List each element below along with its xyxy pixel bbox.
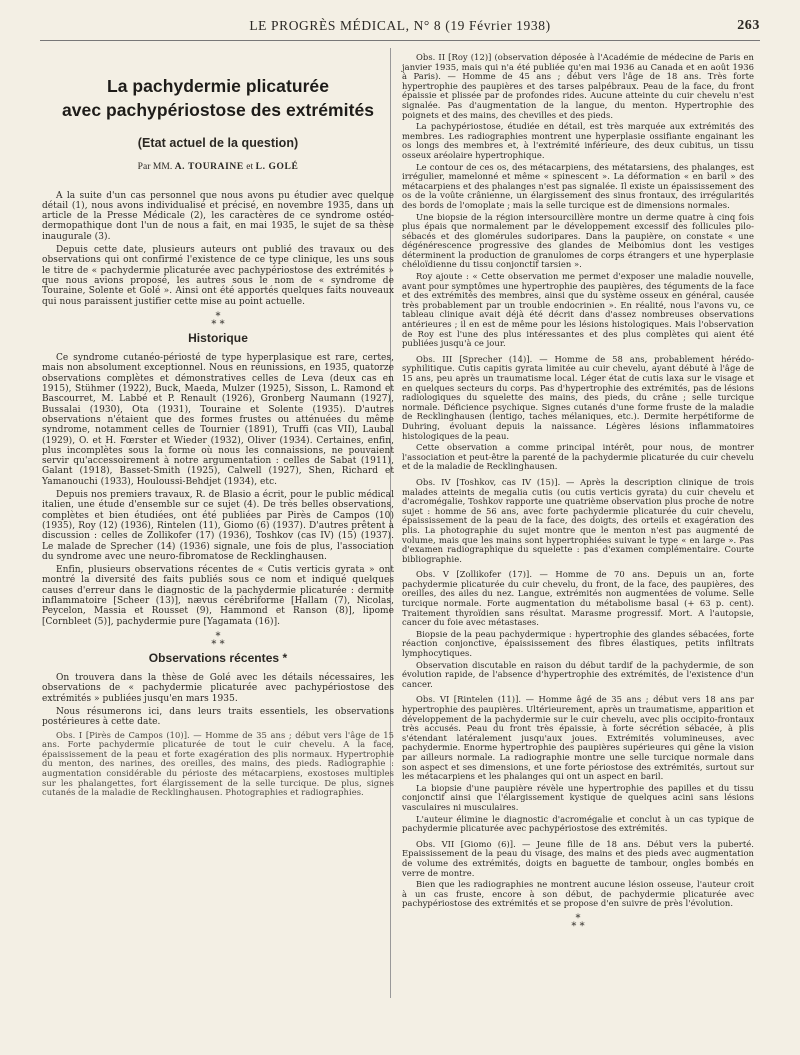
authors-prefix: Par MM. [137, 162, 173, 173]
title-line-1: La pachydermie plicaturée [106, 76, 330, 96]
observation-2-paragraph-4: Une biopsie de la région intersourcillère montre un derme quatre à cinq fois plus épais que normalement par le développement excessif des follicules pilo-sébacés et des glomérules sudoripares. Dans la paupière, on constate « une dégénérescence progressive des glandes de Meibomius dont les vestiges déterminent la production de granulomes de corps étrangers et une hyperplasie chéloïdienne du tissu conjonctif tarsien ». [402, 211, 754, 270]
left-column [42, 56, 394, 801]
article-subtitle: (Etat actuel de la question) [137, 136, 299, 150]
observation-6-paragraph-3: L'auteur élimine le diagnostic d'acromégalie et conclut à un cas typique de pachydermie plicaturée avec pachypériostose des extrémités. [402, 813, 754, 834]
author-touraine: A. TOURAINE [174, 162, 244, 173]
observation-4: Obs. IV [Toshkov, cas IV (15)]. — Après la description clinique de trois malades atteints de megalia cutis (ou cutis verticis gyrata) du cuir chevelu et d'acromégalie, Toshkov rapporte une quatrième observation plus proche de notre sujet : homme de 56 ans, avec forte pachydermie plicaturée du cuir chevelu, épaississement de la peau de la face, des doigts, des orteils et exagération des plis. La photographie du sujet montre que le menton n'est pas augmenté de volume, mais que les mains sont hypertrophiées suivant le type « en large ». Pas d'examen radiographique du squelette : pas d'examen complémentaire. Courte bibliographie. [402, 476, 754, 564]
historique-paragraph-3: Enfin, plusieurs observations récentes de « Cutis verticis gyrata » ont montré la diversité des faits publiés sous ce nom et indiqué quelques causes d'erreur dans le diagnostic de la pachydermie plicaturée : dermite inflammatoire [Scheer (13)], nævus cérébriforme [Hallam (7), Nicolas, Peycelon, Massia et Rousset (9), Hammond et Ranson (8)], lipome [Cornbleet (5)], pachydermie pure [Yagamata (16)]. [42, 565, 394, 627]
observation-6-paragraph-1: Obs. VI [Rintelen (11)]. — Homme âgé de 35 ans ; début vers 18 ans par hypertrophie des paupières. Ultérieurement, après un traumatisme, apparition et développement de la pachydermie sur le cuir chevelu, avec plis occipito-frontaux très accusés. Peau du front très épaissie, à forte sécrétion sébacée, à plis s'étendant latéralement jusqu'aux joues. Extrémités volumineuses, avec pachydermie. Enorme hypertrophie des paupières supérieures qui gêne la vision par ailleurs normale. La radiographie montre une selle turcique normale dans son aspect et ses dimensions, et une forte périostose des extrémités, surtout sur les métacarpiens et les phalanges qui ont un aspect en baril. [402, 694, 754, 782]
section-heading-observations: Observations récentes * [148, 650, 288, 665]
observation-1: Obs. I [Pirès de Campos (10)]. — Homme de 35 ans ; début vers l'âge de 15 ans. Forte pachydermie plicaturée de tout le cuir chevelu. A la face, épaississement de la peau et forte exagération des plis normaux. Hypertrophie du menton, des narines, des oreilles, des mains, des pieds. Radiographie : augmentation considérable du périoste des métacarpiens, exostoses multiples sur les phalangettes, fort élargissement de la selle turcique. De plus, signes cutanés de la maladie de Recklinghausen. Photographies et radiographies. [42, 729, 394, 798]
historique-paragraph-1: Ce syndrome cutanéo-périosté de type hyperplasique est rare, certes, mais non absolument exceptionnel. Nous en réunissions, en 1935, quatorze observations complètes et démonstratives celles de Leva (deux cas en 1915), Stühmer (1922), Buck, Maeda, Mulzer (1925), Sisson, L. Ramond et Bascourret, M. Labbé et P. Renault (1926), Gronberg Naumann (1927), Bussalai (1930), Ota (1931), Touraine et Solente (1935). D'autres observations n'étaient que des formes frustes ou atténuées du même syndrome, notamment celles de Tournier (1891), Truffi (cas VII), Laubal (1929), O. et H. Fœrster et Wieder (1932), Oliver (1934). Certaines, enfin, plus incomplètes sous la forme où nous les connaissions, ne pouvaient servir qu'accessoirement à notre argumentation : celles de Sabat (1911), Galant (1918), Basset-Smith (1925), Calwell (1927), Shen, Richard et Yamanouchi (1933), Houloussi-Behdjet (1934), etc. [42, 353, 394, 487]
observation-2-paragraph-5: Roy ajoute : « Cette observation me permet d'exposer une maladie nouvelle, avant pour symptômes une hypertrophie des paupières, des téguments de la face et des extrémités des membres, ainsi que du système osseux en général, causée très probablement par un trouble endocrinien ». En réalité, nous l'avons vu, ce tableau clinique avait déjà été décrit dans d'assez nombreuses observations antérieures ; il en est de même pour les lésions histologiques. Mais l'observation de Roy est l'une des plus intéressantes et des plus complètes qui aient été publiées jusqu'à ce jour. [402, 271, 754, 349]
section-heading-historique: Historique [188, 330, 248, 345]
section-separator-3: * * * [571, 912, 585, 932]
intro-paragraph-2: Depuis cette date, plusieurs auteurs ont publié des travaux ou des observations qui ont confirmé l'existence de ce type clinique, les uns sous le titre de « pachydermie plicaturée avec pachypériostose des extrémités » que nous avions proposé, les autres sous le nom de « syndrome de Touraine, Solente et Golé ». Ainsi ont été apportés quelques faits nouveaux qui nous paraissent justifier cette mise au point actuelle. [42, 245, 394, 307]
page-number: 263 [737, 18, 760, 33]
historique-paragraph-2: Depuis nos premiers travaux, R. de Blasio a écrit, pour le public médical italien, une étude d'ensemble sur ce sujet (4). De très belles observations, complètes et bien étudiées, ont été publiées par Pirès de Campos (10) (1935), Roy (12) (1936), Rintelen (11), Giomo (6) (1937). D'autres prêtent à discussion : celles de Zollikofer (17) (1936), Toshkov (cas IV) (15) (1937). Le malade de Sprecher (14) (1936) signale, une fois de plus, l'association du syndrome avec une neuro-fibromatose de Recklinghausen. [42, 490, 394, 562]
authors-line [42, 162, 394, 172]
observation-6-paragraph-2: La biopsie d'une paupière révèle une hypertrophie des papilles et du tissu conjonctif ainsi que l'élargissement kystique de quelques acini sans lésions vasculaires ni musculaires. [402, 782, 754, 812]
section-separator-1: * * * [211, 310, 225, 330]
running-title: LE PROGRÈS MÉDICAL, N° 8 (19 Février 1938) [249, 18, 551, 33]
article-title [42, 74, 394, 122]
right-column [402, 53, 754, 935]
observation-2-paragraph-2: La pachypériostose, étudiée en détail, est très marquée aux extrémités des membres. Les radiographies montrent une hyperplasie ossifiante engainant les os longs des membres et, à l'extrémité inférieure, des deux cubitus, un tissu osseux aréolaire hypertrophique. [402, 121, 754, 160]
observation-5-paragraph-3: Observation discutable en raison du début tardif de la pachydermie, de son évolution rapide, de l'absence d'hypertrophie des extrémités, de l'existence d'un cancer. [402, 659, 754, 689]
title-line-2: avec pachypériostose des extrémités [61, 100, 375, 120]
observation-3-paragraph-2: Cette observation a comme principal intérêt, pour nous, de montrer l'association et peut-être la parenté de la pachydermie plicaturée du cuir chevelu et de la maladie de Recklinghausen. [402, 442, 754, 472]
observation-5-paragraph-2: Biopsie de la peau pachydermique : hypertrophie des glandes sébacées, forte réaction conjonctive, épaississement des fibres élastiques, petits infiltrats lymphocytiques. [402, 628, 754, 659]
observation-5-paragraph-1: Obs. V [Zollikofer (17)]. — Homme de 70 ans. Depuis un an, forte pachydermie plicaturée du cuir chevelu, du front, de la face, des paupières, des oreilles, des ailes du nez. Langue, extrémités non augmentées de volume. Selle turcique normale. Forte augmentation du métabolisme basal (+ 63 p. cent). Traitement thyroïdien sans résultat. Marasme progressif. Mort. A l'autopsie, cancer du foie avec métastases. [402, 569, 754, 628]
observations-intro-2: Nous résumerons ici, dans leurs traits essentiels, les observations postérieures à cette date. [42, 707, 394, 728]
observation-7-paragraph-1: Obs. VII [Giomo (6)]. — Jeune fille de 18 ans. Début vers la puberté. Epaississement de la peau du visage, des mains et des pieds avec augmentation de volume des extrémités, doigts en baguette de tambour, ongles bombés en verre de montre. [402, 838, 754, 878]
intro-paragraph-1: A la suite d'un cas personnel que nous avons pu étudier avec quelque détail (1), nous avons individualisé et précisé, en novembre 1935, dans un article de la Presse Médicale (2), les caractères de ce syndrome ostéo-dermopathique dont l'un de nous a fait, en mai 1935, le sujet de sa thèse inaugurale (3). [42, 190, 394, 242]
observation-2-paragraph-3: Le contour de ces os, des métacarpiens, des métatarsiens, des phalanges, est irrégulier, mamelonné et même « spinescent ». La déformation « en baril » des métacarpiens et des phalanges n'est pas signalée. Il existe un épaississement des os de la voûte crânienne, un élargissement des sinus frontaux, des irrégularités des bords de l'omoplate ; mais la selle turcique est de dimensions normales. [402, 161, 754, 210]
observations-intro-1: On trouvera dans la thèse de Golé avec les détails nécessaires, les observations de « pachydermie plicaturée avec pachypériostose des extrémités » publiées jusqu'en mars 1935. [42, 673, 394, 704]
observation-2-paragraph-1: Obs. II [Roy (12)] (observation déposée à l'Académie de médecine de Paris en janvier 1935, mais qui n'a été publiée qu'en mai 1936 au Canada et en août 1936 à Paris). — Homme de 45 ans ; début vers l'âge de 18 ans. Très forte hypertrophie des paupières et des tarses palpébraux. Peau de la face, du front épaissie et plissée par de profondes rides. Aucune atteinte du cuir chevelu n'est signalée. Pas d'augmentation de la langue, du menton. Hypertrophie des poignets et des mains, des chevilles et des pieds. [402, 52, 754, 120]
running-header [40, 14, 760, 41]
observation-3-paragraph-1: Obs. III [Sprecher (14)]. — Homme de 58 ans, probablement hérédo-syphilitique. Cutis capitis gyrata limitée au cuir chevelu, ayant débuté à l'âge de 15 ans, peu après un traumatisme local. Léger état de cutis laxa sur le visage et en quelques secteurs du corps. Pas d'hypertrophie des extrémités, pas de lésions radiologiques du squelette des mains, des pieds, du crâne ; selle turcique normale. Déficience psychique. Signes cutanés d'une forme fruste de la maladie de Recklinghausen (lentigo, taches mélaniques, etc.). Dermite herpétiforme de Duhring, évoluant depuis la naissance. Légères lésions inflammatoires histologiques de la peau. [402, 353, 754, 441]
observation-7-paragraph-2: Bien que les radiographies ne montrent aucune lésion osseuse, l'auteur croit à un cas fruste, encore à son début, de pachydermie plicaturée avec pachypériostose des extrémités et se propose d'en suivre de près l'évolution. [402, 879, 754, 909]
authors-conjunction: et [246, 162, 254, 173]
section-separator-2: * * * [211, 630, 225, 650]
author-gole: L. GOLÉ [255, 162, 299, 173]
